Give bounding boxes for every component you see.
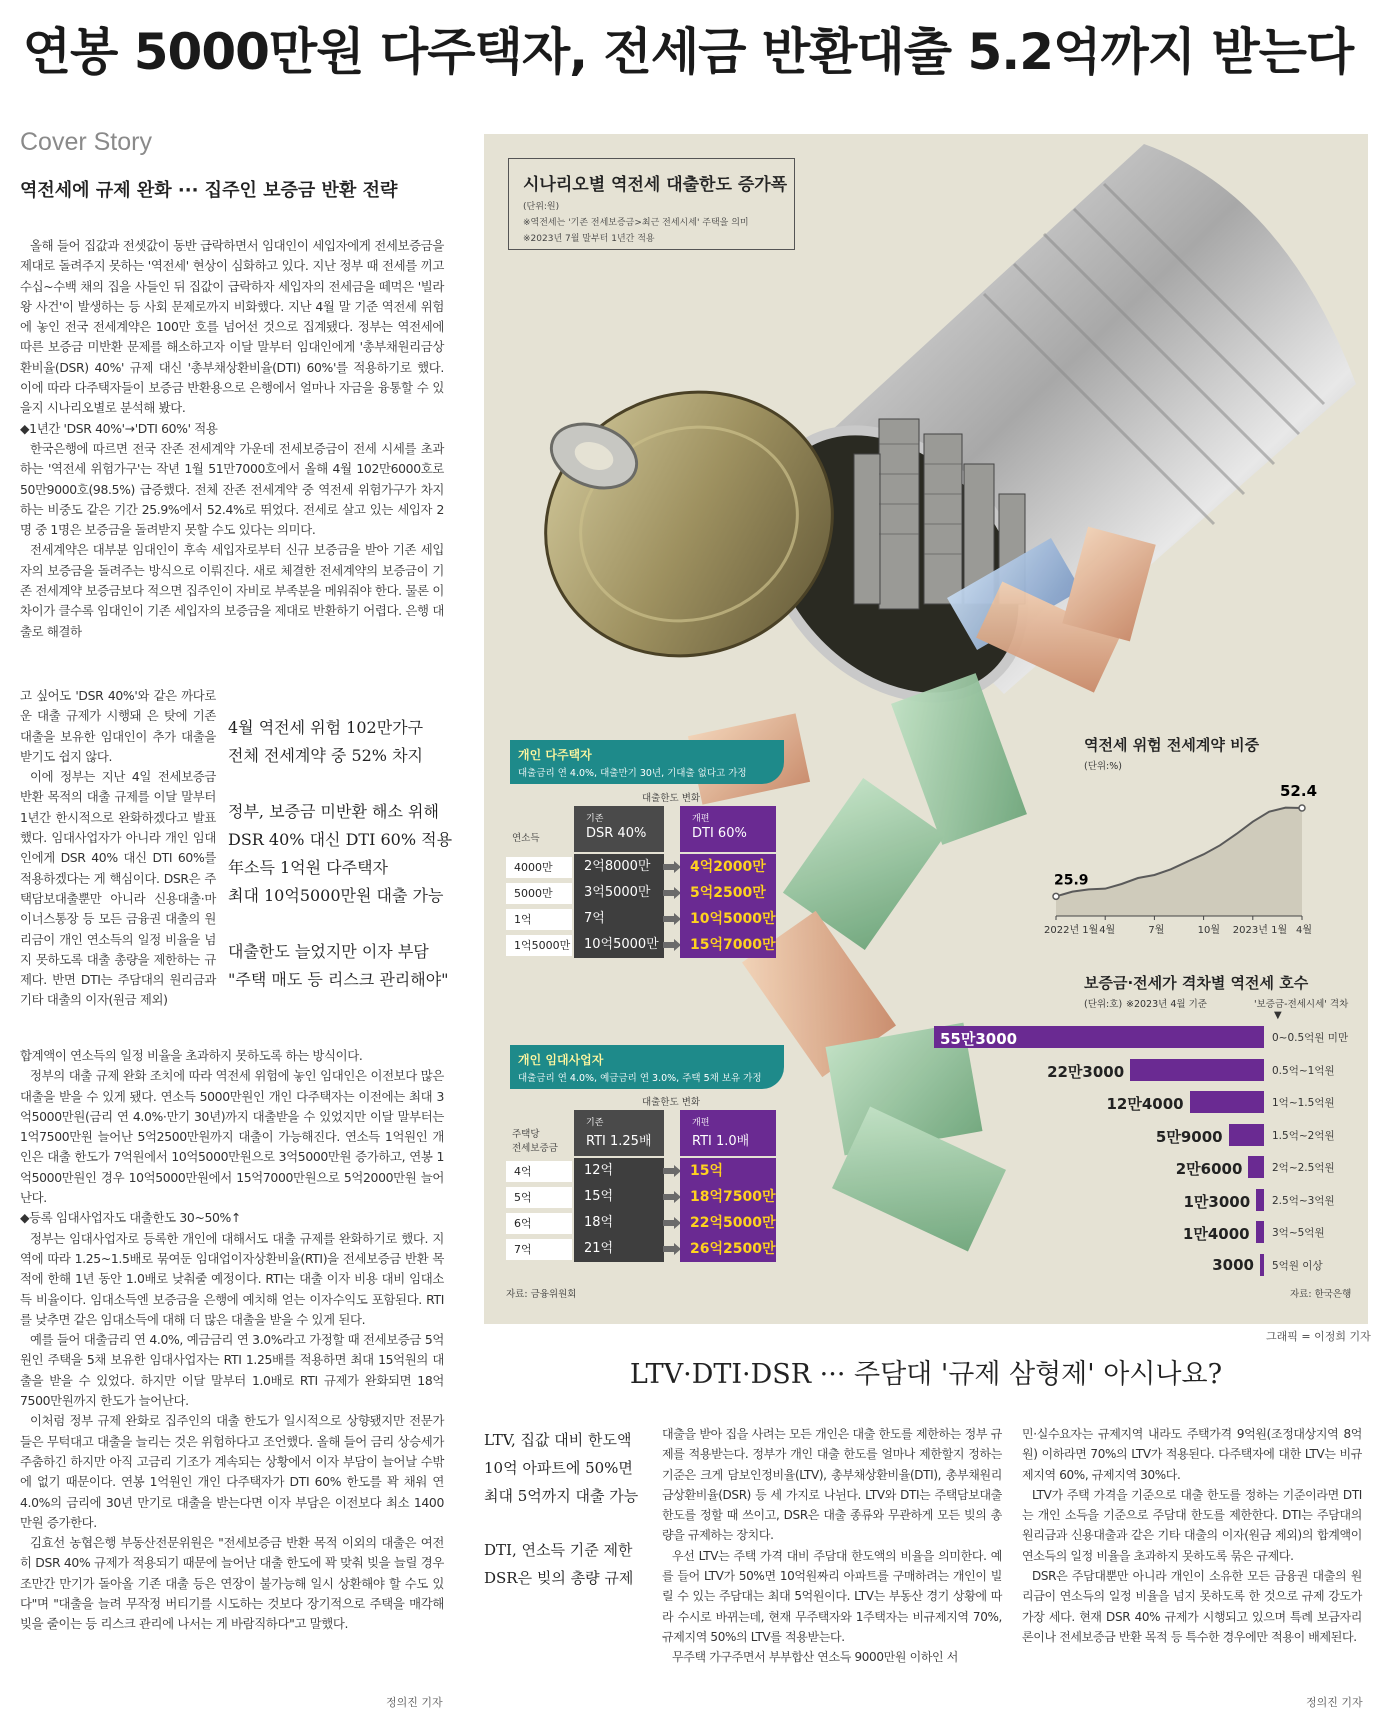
bar-chart-source: 자료: 한국은행 [1290,1289,1352,1300]
table-cell-after: 18억7500만 [680,1184,776,1210]
paragraph: 한국은행에 따르면 전국 잔존 전세계약 가운데 전세보증금이 전세 시세를 초과하는 '역전세 위험가구'는 작년 1월 51만7000호에서 올해 4월 102만6000호로 50만9000호(98.5%) 급증했다. 전체 잔존 전세계약 중 역전세 위험가구가 차지하는 비중도 같은 기간 25.9%에서 52.4%로 뛰었다. 전세로 살고 있는 세입자 2명 중 1명은 보증금을 돌려받지 못할 수도 있다는 의미다. [20,440,444,538]
table-cell-before: 15억 [574,1184,664,1210]
bar-value-label: 5만9000 [1155,1127,1223,1146]
table1-tag-title: 개인 다주택자 [518,748,592,762]
arrow-right-icon [663,939,681,951]
infographic-note: ※2023년 7월 말부터 1년간 적용 [523,234,655,244]
table1-before-header [574,806,664,852]
paragraph-heading: ◆등록 임대사업자도 대출한도 30~50%↑ [20,1210,241,1226]
paragraph: 이처럼 정부 규제 완화로 집주인의 대출 한도가 일시적으로 상향됐지만 전문가들은 무턱대고 대출을 늘리는 것은 위험하다고 조언했다. 올해 들어 금리 상승세가 주춤하긴 하지만 아직 고금리 기조가 계속되는 상황에서 이자 부담이 늘어날 수밖에 없기 때문이다. 연봉 1억원인 개인 다주택자가 DTI 60% 한도를 꽉 채워 연 4.0%의 금리에 30년 만기로 대출을 받는다면 이자 부담은 이전보다 최소 1400만원 증가한다. [20,1413,444,1530]
table2-after-header [680,1110,776,1156]
bottom-col-2 [662,1424,1002,1668]
paragraph: 정부의 대출 규제 완화 조치에 따라 역전세 위험에 놓인 임대인은 이전보다 많은 대출을 받을 수 있게 됐다. 연소득 5000만원인 개인 다주택자는 이전에는 최대 3억5000만원(금리 연 4.0%·만기 30년)까지 대출받을 수 있었지만 이달 말부터는 1억7500만원 늘어난 5억2500만원까지 대출이 가능해진다. 연소득 1억원인 개인은 대출 한도가 7억원에서 10억5000만원으로 3억5000만원 증가하고, 연봉 1억5000만원인 경우 10억5000만원에서 15억7000만원으로 5억2000만원 늘어난다. [20,1068,444,1206]
data-point [1299,805,1305,811]
arrow-right-icon [663,1165,681,1177]
paragraph: 무주택 가구주면서 부부합산 연소득 9000만원 이하인 서 [672,1650,959,1665]
arrow-right-icon [663,1217,681,1229]
bar-category-label: 1.5억~2억원 [1272,1129,1335,1142]
header-label: DTI 60% [692,826,747,841]
byline-bottom: 정의진 기자 [1306,1696,1363,1709]
table-row-label: 5000만 [506,883,572,904]
table-cell-after: 15억 [680,1158,776,1184]
table-cell-after: 26억2500만 [680,1236,776,1262]
bar-chart-basis: ※2023년 4월 기준 [1126,999,1207,1010]
paragraph: DSR은 주담대뿐만 아니라 개인이 소유한 모든 금융권 대출의 원리금이 연소득의 일정 비율을 넘지 못하도록 한 것으로 규제 강도가 가장 세다. 현재 DSR 40% 규제가 시행되고 있으며 특례 보금자리론이나 전세보증금 반환 목적 등 특수한 경우에만 적용이 배제된다. [1022,1569,1362,1644]
table2-tag [510,1045,784,1089]
infographic-note: ※역전세는 '기존 전세보증금>최근 전세시세' 주택을 의미 [523,218,749,228]
table2-change-label: 대출한도 변화 [642,1097,701,1108]
header-top: 기존 [586,1118,604,1128]
table2-tag-sub: 대출금리 연 4.0%, 예금금리 연 3.0%, 주택 5채 보유 가정 [518,1073,762,1084]
area-fill [1056,808,1302,916]
bar [1256,1221,1264,1243]
bar-category-label: 2억~2.5억원 [1272,1162,1335,1174]
table2-before-header [574,1110,664,1156]
paragraph: 김효선 농협은행 부동산전문위원은 "전세보증금 반환 목적 이외의 대출은 여전히 DSR 40% 규제가 적용되기 때문에 늘어난 대출 한도에 꽉 맞춰 빚을 늘릴 경우 조만간 만기가 돌아올 기존 대출 등은 연장이 불가능해 일시 상환해야 할 수도 있다"며 "대출을 늘려 무작정 버티기를 시도하는 것보다 장기적으로 주택을 매각해 빚을 줄이는 등 리스크 관리에 나서는 게 바람직하다"고 말했다. [20,1535,444,1632]
bar-value-label: 3000 [1212,1255,1254,1274]
paragraph: 전세계약은 대부분 임대인이 후속 세입자로부터 신규 보증금을 받아 기존 세입자의 보증금을 돌려주는 방식으로 이뤄진다. 새로 체결한 전세계약의 보증금이 기존 전세계약 보증금보다 적으면 집주인이 자비로 부족분을 메워줘야 한다. 물론 이 차이가 클수록 임대인이 기존 세입자의 보증금을 제대로 반환하기 어렵다. 은행 대출로 해결하 [20,542,444,639]
line-chart-unit: (단위:%) [1084,761,1122,772]
bar-category-label: 2.5억~3억원 [1272,1194,1335,1207]
x-tick-label: 4월 [1296,925,1313,936]
pull-quote-line: "주택 매도 등 리스크 관리해야" [228,970,449,989]
line-chart-title: 역전세 위험 전세계약 비중 [1084,736,1260,754]
paragraph: 고 싶어도 'DSR 40%'와 같은 까다로운 대출 규제가 시행돼 은 탓에 기존 대출을 보유한 임대인이 추가 대출을 받기도 쉽지 않다. [20,688,216,764]
table-cell-before: 18억 [574,1210,664,1236]
arrow-right-icon [663,861,681,873]
table-cell-after: 4억2000만 [680,854,776,880]
subhead: 역전세에 규제 완화 ··· 집주인 보증금 반환 전략 [20,180,398,201]
infographic-title: 시나리오별 역전세 대출한도 증가폭 [523,175,788,195]
bar-value-label: 12만4000 [1106,1095,1184,1113]
bar-value-label: 2만6000 [1175,1160,1243,1178]
header-label: RTI 1.25배 [586,1134,652,1149]
bar [1260,1254,1264,1276]
bar-category-label: 5억원 이상 [1272,1259,1323,1272]
infographic-unit: (단위:원) [523,202,560,212]
bar-value-label: 55만3000 [940,1030,1018,1048]
bar-value-label: 1만3000 [1183,1192,1251,1211]
table-row-label: 4억 [506,1161,572,1182]
table-cell-after: 22억5000만 [680,1210,776,1236]
table-cell-before: 21억 [574,1236,664,1262]
paragraph: 예를 들어 대출금리 연 4.0%, 예금금리 연 3.0%라고 가정할 때 전세보증금 5억원인 주택을 5채 보유한 임대사업자는 RTI 1.25배를 적용하면 최대 15억원의 대출을 받을 수 있었다. 하지만 이달 말부터 1.0배로 RTI 규제가 완화되면 18억7500만원까지 한도가 늘어난다. [20,1332,444,1409]
graphic-credit: 그래픽 = 이정희 기자 [1266,1330,1371,1343]
pull-quote-line: 전체 전세계약 중 52% 차지 [228,746,424,765]
table2-row-header: 전세보증금 [512,1143,558,1154]
data-point [1053,893,1059,899]
paragraph: 대출을 받아 집을 사려는 모든 개인은 대출 한도를 제한하는 정부 규제를 적용받는다. 정부가 개인 대출 한도를 얼마나 제한할지 정하는 기준은 크게 담보인정비율(LTV), 총부채상환비율(DTI), 총부채원리금상환비율(DSR) 등 세 가지로 나뉜다. LTV와 DTI는 주택담보대출 한도를 정할 때 쓰이고, DSR은 대출 종류와 무관하게 모든 빚의 총량을 규제하는 장치다. [662,1427,1002,1543]
infographic [484,134,1368,1324]
pull-quote-2 [228,798,452,910]
article-body-narrow [20,686,216,1011]
table-row-label: 1억5000만 [506,935,572,956]
arrow-right-icon [663,1243,681,1255]
table1-row-header: 연소득 [512,833,540,844]
pull-quote-line: 4월 역전세 위험 102만가구 [228,718,424,737]
table-cell-after: 5억2500만 [680,880,776,906]
paragraph: 우선 LTV는 주택 가격 대비 주담대 한도액의 비율을 의미한다. 예를 들어 LTV가 50%면 10억원짜리 아파트를 구매하려는 개인이 빌릴 수 있는 주담대는 최대 5억원이다. LTV는 부동산 경기 상황에 따라 수시로 바뀌는데, 현재 무주택자와 1주택자는 비규제지역 70%, 규제지역 50%의 LTV를 적용받는다. [662,1548,1002,1644]
bar [1190,1091,1264,1113]
article-body-top [20,236,444,642]
paragraph: 정부는 임대사업자로 등록한 개인에 대해서도 대출 규제를 완화하기로 했다. 지역에 따라 1.25~1.5배로 묶여둔 임대업이자상환비율(RTI)을 전세보증금 반환 목적에 한해 1년 동안 1.0배로 낮춰줄 예정이다. RTI는 대출 이자 비용 대비 임대소득 비율이다. 임대소득엔 보증금을 은행에 예치해 얻는 이자수익도 포함된다. RTI를 낮추면 같은 임대소득에 대해 더 많은 대출을 받을 수 있게 된다. [20,1230,444,1327]
pull-quote-line: 대출한도 늘었지만 이자 부담 [228,942,429,961]
pull-quote-line: 최대 5억까지 대출 가능 [484,1487,639,1505]
pull-quote-line: 10억 아파트에 50%면 [484,1459,633,1477]
bar-category-label: 1억~1.5억원 [1272,1097,1335,1109]
article-body-bottom [20,1046,444,1635]
table1-after-header [680,806,776,852]
pull-quote-line: LTV, 집값 대비 한도액 [484,1431,632,1449]
bar [1248,1156,1264,1178]
x-tick-label: 4월 [1099,925,1116,936]
table-cell-after: 15억7000만 [680,932,776,958]
bar [1256,1189,1264,1211]
bar-category-label: 3억~5억원 [1272,1227,1325,1239]
pull-quote-line: 최대 10억5000만원 대출 가능 [228,886,444,905]
pull-quote-line: 정부, 보증금 미반환 해소 위해 [228,802,439,821]
pull-quote-line: DSR 40% 대신 DTI 60% 적용 [228,830,453,849]
byline-left: 정의진 기자 [386,1696,443,1709]
pull-quote-3 [228,938,449,994]
x-tick-label: 7월 [1148,925,1165,936]
bottom-pull-quote-1 [484,1426,638,1510]
bottom-pull-quote-2 [484,1536,633,1592]
pull-quote-line: 年소득 1억원 다주택자 [228,858,388,877]
table-cell-before: 3억5000만 [574,880,664,906]
table-cell-before: 12억 [574,1158,664,1184]
paragraph-heading: ◆1년간 'DSR 40%'→'DTI 60%' 적용 [20,420,218,436]
table-cell-before: 10억5000만 [574,932,664,958]
table-cell-before: 7억 [574,906,664,932]
bottom-col-3 [1022,1424,1362,1647]
bar-category-label: 0.5억~1억원 [1272,1064,1335,1077]
header-top: 개편 [692,814,710,824]
header-label: DSR 40% [586,826,647,841]
section-label: Cover Story [20,128,152,156]
table-row-label: 1억 [506,909,572,930]
x-tick-label: 10월 [1197,925,1220,936]
data-label-start: 25.9 [1054,872,1089,889]
bar-chart-gap-label: '보증금-전세시세' 격차 [1254,999,1349,1010]
paragraph: 민·실수요자는 규제지역 내라도 주택가격 9억원(조정대상지역 8억원) 이하라면 70%의 LTV가 적용된다. 다주택자에 대한 LTV는 비규제지역 60%, 규제지역 30%다. [1022,1427,1362,1482]
infographic-title-box [508,158,795,250]
table-row-label: 4000만 [506,857,572,878]
table1-tag-sub: 대출금리 연 4.0%, 대출만기 30년, 기대출 없다고 가정 [518,768,747,779]
pull-quote-line: DTI, 연소득 기준 제한 [484,1541,633,1559]
table1-tag [510,740,784,784]
header-top: 기존 [586,814,604,824]
bar-value-label: 1만4000 [1182,1225,1250,1243]
bottom-title: LTV·DTI·DSR ··· 주담대 '규제 삼형제' 아시나요? [629,1359,1223,1390]
table2-tag-title: 개인 임대사업자 [518,1053,604,1067]
table-row-label: 5억 [506,1187,572,1208]
arrow-right-icon [663,1191,681,1203]
arrow-right-icon [663,913,681,925]
table-row-label: 7억 [506,1239,572,1260]
line-chart [1044,736,1324,946]
bar-chart-title: 보증금·전세가 격차별 역전세 호수 [1084,974,1309,992]
table-cell-after: 10억5000만 [680,906,776,932]
headline: 연봉 5000만원 다주택자, 전세금 반환대출 5.2억까지 받는다 [22,23,1354,81]
source-left: 자료: 금융위원회 [506,1289,577,1300]
table2-row-header: 주택당 [512,1129,540,1140]
x-tick-label: 2022년 1월 [1044,925,1099,936]
header-top: 개편 [692,1118,710,1128]
data-label-end: 52.4 [1280,782,1318,800]
triangle-marker-icon: ▼ [1274,1010,1282,1021]
paragraph: 이에 정부는 지난 4일 전세보증금 반환 목적의 대출 규제를 이달 말부터 1년간 한시적으로 완화하겠다고 발표했다. 임대사업자가 아니라 개인 임대인에게 DSR 40% 대신 DTI 60%를 적용하겠다는 게 핵심이다. DSR은 주택담보대출뿐만 아니라 신용대출·마이너스통장 등 모든 금융권 대출의 원리금이 개인 연소득의 일정 비율을 넘지 못하도록 대출 총량을 제한하는 규제다. 반면 DTI는 주담대의 원리금과 기타 대출의 이자(원금 제외) [20,769,216,1008]
header-label: RTI 1.0배 [692,1134,750,1149]
table-cell-before: 2억8000만 [574,854,664,880]
table1-change-label: 대출한도 변화 [642,793,701,804]
bar-category-label: 0~0.5억원 미만 [1272,1032,1349,1044]
bar-value-label: 22만3000 [1047,1062,1125,1081]
arrow-right-icon [663,887,681,899]
pull-quote-1 [228,714,423,770]
paragraph: LTV가 주택 가격을 기준으로 대출 한도를 정하는 기준이라면 DTI는 개인 소득을 기준으로 주담대 한도를 제한한다. DTI는 주담대의 원리금과 신용대출과 같은 기타 대출의 이자(원금 제외)의 합계액이 연소득의 일정 비율을 초과하지 못하도록 묶은 규제다. [1022,1487,1362,1563]
bar [1130,1059,1264,1081]
bar [1229,1124,1264,1146]
table-row-label: 6억 [506,1213,572,1234]
paragraph: 합계액이 연소득의 일정 비율을 초과하지 못하도록 하는 방식이다. [20,1048,363,1063]
bar-chart-unit: (단위:호) [1084,999,1123,1010]
paragraph: 올해 들어 집값과 전셋값이 동반 급락하면서 임대인이 세입자에게 전세보증금을 제대로 돌려주지 못하는 '역전세' 현상이 심화하고 있다. 지난 정부 때 전세를 끼고 수십~수백 채의 집을 사들인 뒤 집값이 급락하자 세입자의 전세금을 떼먹은 '빌라왕 사건'이 발생하는 등 사회 문제로까지 비화했다. 지난 4월 말 기준 역전세 위험에 놓인 전국 전세계약은 100만 호를 넘어선 것으로 집계됐다. 정부는 역전세에 따른 보증금 미반환 문제를 해소하고자 이달 말부터 임대인에게 '총부채원리금상환비율(DSR) 40%' 규제 대신 '총부채상환비율(DTI) 60%'를 적용하기로 했다. 이에 따라 다주택자들이 보증금 반환용으로 은행에서 얼마나 자금을 융통할 수 있을지 시나리오별로 분석해 봤다. [20,238,444,416]
x-tick-label: 2023년 1월 [1232,925,1288,936]
pull-quote-line: DSR은 빚의 총량 규제 [484,1569,634,1587]
